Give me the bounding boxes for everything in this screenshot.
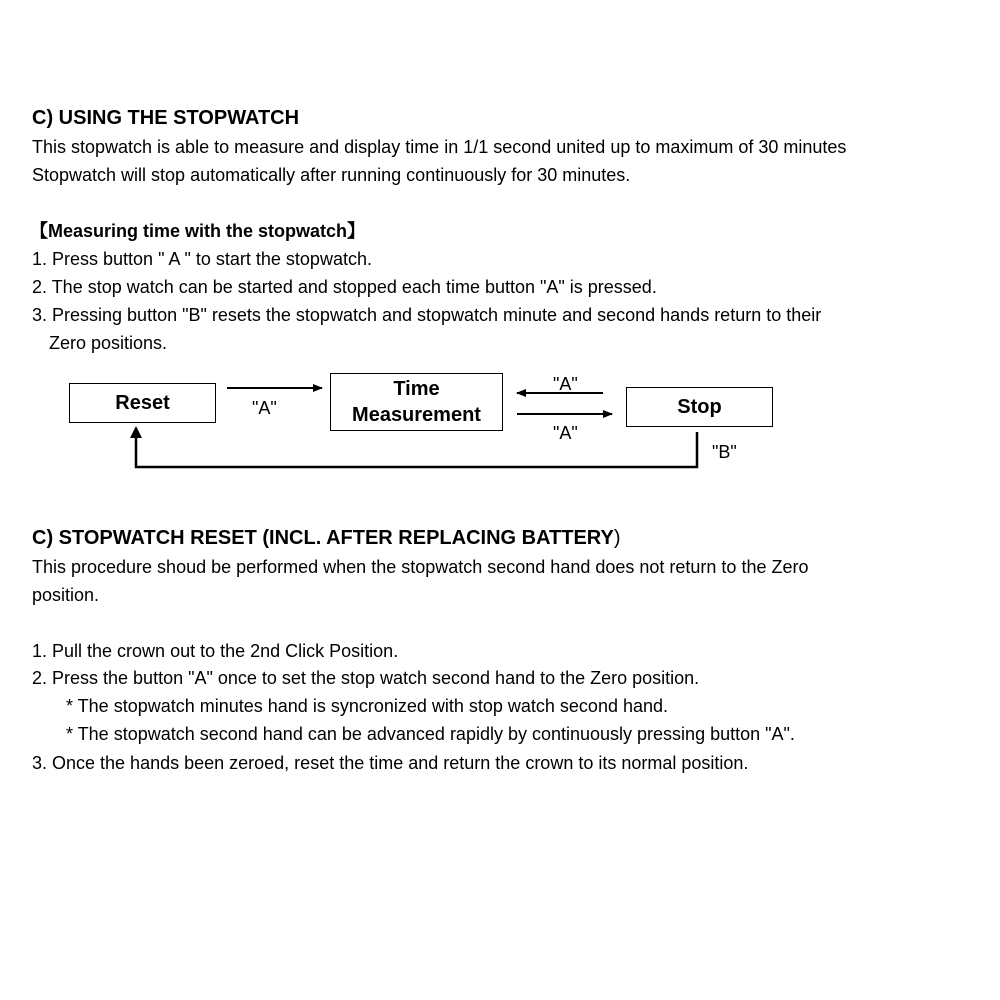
step-3-continued: Zero positions. bbox=[49, 333, 168, 353]
label-time-to-stop: "A" bbox=[553, 423, 578, 443]
reset-state-label: Reset bbox=[115, 392, 170, 414]
time-measurement-label-line-1: Time bbox=[393, 378, 440, 400]
section-title-stopwatch-reset-tail: ) bbox=[613, 527, 621, 549]
label-stop-to-reset: "B" bbox=[712, 442, 737, 462]
reset-state-box bbox=[69, 383, 216, 423]
arrow-stop-to-reset bbox=[136, 432, 697, 467]
section-title-stopwatch-reset bbox=[32, 526, 621, 550]
reset-intro-line-1: This procedure shoud be performed when the stopwatch second hand does not return to the Zero bbox=[32, 557, 809, 577]
reset-step-1: 1. Pull the crown out to the 2nd Click Position. bbox=[32, 641, 399, 661]
reset-intro-line-2: position. bbox=[32, 585, 100, 605]
step-1: 1. Press button " A " to start the stopwatch. bbox=[32, 249, 372, 269]
label-stop-to-time: "A" bbox=[553, 374, 578, 394]
reset-step-3: 3. Once the hands been zeroed, reset the time and return the crown to its normal position. bbox=[32, 753, 749, 773]
time-measurement-label-line-2: Measurement bbox=[352, 404, 481, 426]
time-measurement-state-box bbox=[330, 373, 503, 431]
stop-state-label: Stop bbox=[677, 396, 722, 418]
arrow-stop-to-reset-head bbox=[130, 426, 142, 438]
reset-note-2: * The stopwatch second hand can be advanced rapidly by continuously pressing button "A". bbox=[66, 724, 795, 744]
subheading-measuring-time: 【Measuring time with the stopwatch】 bbox=[30, 221, 366, 241]
step-2: 2. The stop watch can be started and stopped each time button "A" is pressed. bbox=[32, 277, 657, 297]
stop-state-box bbox=[626, 387, 773, 427]
step-3: 3. Pressing button "B" resets the stopwatch and stopwatch minute and second hands return to their bbox=[32, 305, 822, 325]
reset-step-2: 2. Press the button "A" once to set the stop watch second hand to the Zero position. bbox=[32, 668, 700, 688]
reset-note-1: * The stopwatch minutes hand is syncronized with stop watch second hand. bbox=[66, 696, 669, 716]
section-title-using-stopwatch: C) USING THE STOPWATCH bbox=[32, 107, 300, 129]
section-title-stopwatch-reset-main: C) STOPWATCH RESET (INCL. AFTER REPLACING BATTERY bbox=[32, 527, 614, 549]
intro-line-1: This stopwatch is able to measure and display time in 1/1 second united up to maximum of 30 minutes bbox=[32, 137, 847, 157]
intro-line-2: Stopwatch will stop automatically after running continuously for 30 minutes. bbox=[32, 165, 631, 185]
label-reset-to-time: "A" bbox=[252, 398, 277, 418]
